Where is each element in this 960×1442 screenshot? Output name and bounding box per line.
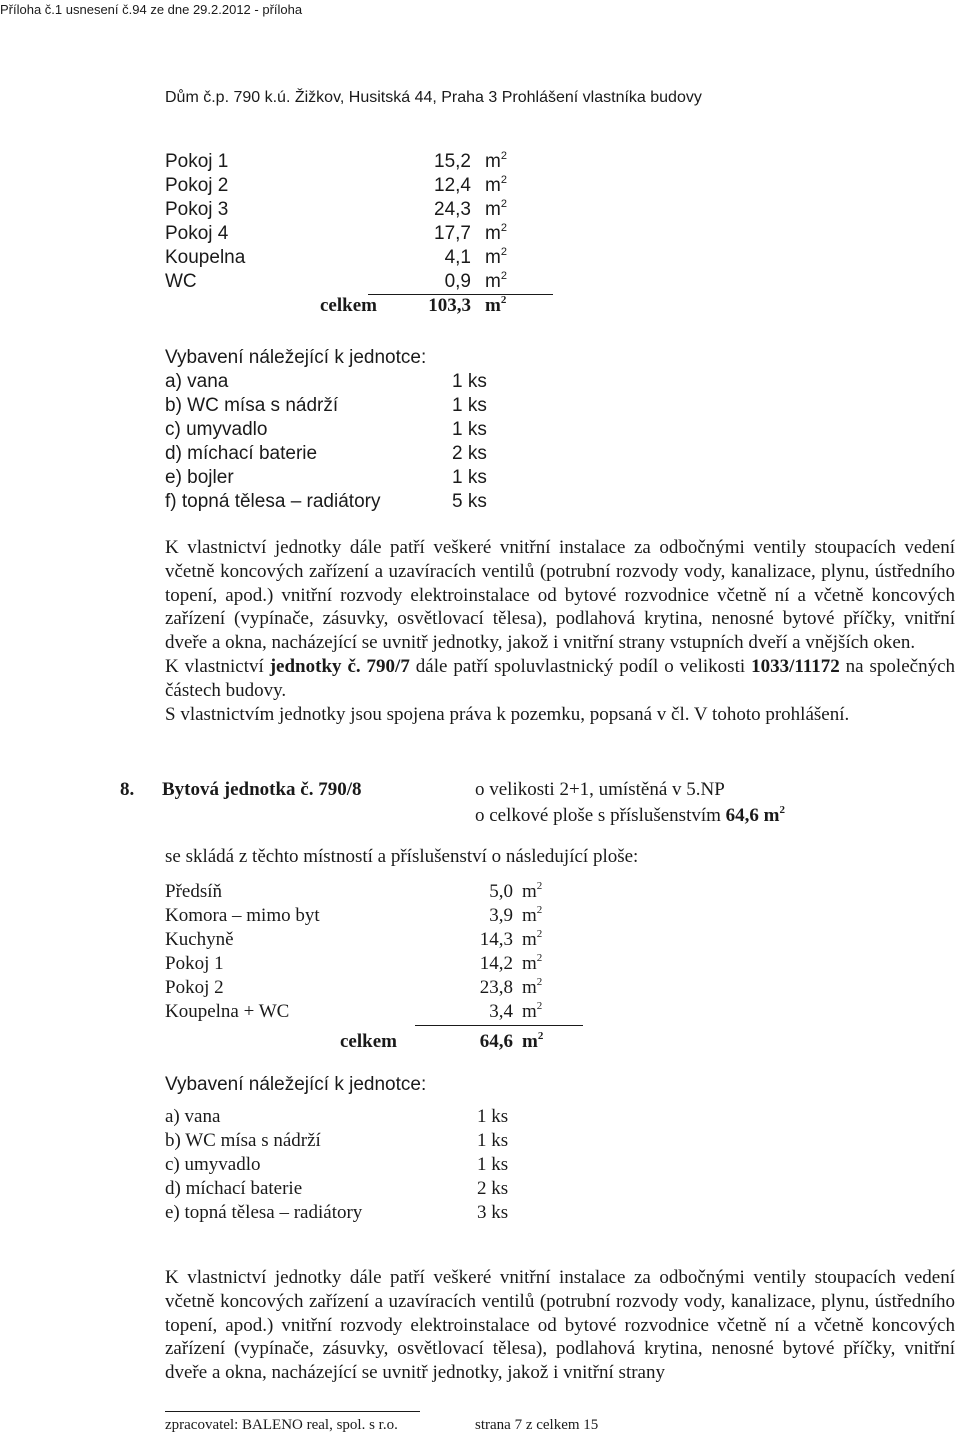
equipment-item — [165, 1129, 585, 1153]
room-unit: $m^2$ — [522, 880, 543, 902]
equipment-name: d) míchací baterie — [165, 1178, 303, 1199]
unit7-total-unit: m — [485, 295, 501, 316]
equipment-qty: 2 ks — [452, 443, 487, 464]
room-area: 3,4 — [489, 1001, 513, 1022]
room-area: 5,0 — [489, 881, 513, 902]
equipment-item — [165, 1177, 585, 1201]
unit8-ownership-text — [165, 1266, 955, 1385]
unit7-ownership-text — [165, 536, 955, 726]
unit8-equipment — [165, 1073, 585, 1225]
room-unit: $m^2$ — [522, 976, 543, 998]
room-unit: $m^2$ — [485, 222, 507, 244]
unit7-sum-rule — [368, 294, 553, 295]
unit8-heading — [120, 778, 960, 828]
equipment-name: e) topná tělesa – radiátory — [165, 1202, 363, 1223]
room-area: 0,9 — [444, 271, 471, 292]
unit8-area-value: 64,6 m — [725, 805, 780, 826]
equipment-qty: 1 ks — [452, 419, 487, 440]
room-row — [165, 198, 565, 222]
unit7-total-value: 103,3 — [428, 295, 471, 316]
room-area: 17,7 — [434, 223, 471, 244]
room-name: Pokoj 2 — [165, 977, 224, 998]
equipment-item — [165, 1153, 585, 1177]
equipment-qty: 3 ks — [477, 1202, 509, 1223]
room-area: 3,9 — [489, 905, 513, 926]
unit7-ownership-paragraph: K vlastnictví jednotky dále patří veškeré vnitřní instalace za odbočnými ventily stoupacích vedení včetně koncových zařízení a uzavíracích ventilů (potrubní rozvody vody, kanalizace, plynu, ústředního topení, apod.) vnitřní rozvody elektroinstalace od bytové rozvodnice včetně ní a včetně koncových zařízení (vypínače, zásuvky, osvětlovací tělesa), podlahová krytina, nenosné bytové příčky, vnitřní dveře a okna, nacházející se uvnitř jednotky, jakož i vnitřní strany vstupních dveří a vnějších oken. — [165, 537, 955, 654]
room-area: 23,8 — [479, 977, 513, 998]
unit8-rooms-intro: se skládá z těchto místností a příslušenství o následující ploše: — [165, 846, 639, 867]
room-name: Pokoj 3 — [165, 199, 229, 220]
unit8-title: Bytová jednotka č. 790/8 — [162, 779, 362, 800]
unit8-ownership-paragraph: K vlastnictví jednotky dále patří veškeré vnitřní instalace za odbočnými ventily stoupacích vedení včetně koncových zařízení a uzavíracích ventilů (potrubní rozvody vody, kanalizace, plynu, ústředního topení, apod.) vnitřní rozvody elektroinstalace od bytové rozvodnice včetně ní a včetně koncových zařízení (vypínače, zásuvky, osvětlovací tělesa), podlahová krytina, nenosné bytové příčky, vnitřní dveře a okna, nacházející se uvnitř jednotky, jakož i vnitřní strany — [165, 1267, 955, 1384]
room-name: Pokoj 1 — [165, 953, 224, 974]
attachment-note: Příloha č.1 usnesení č.94 ze dne 29.2.2012 - příloha — [0, 2, 303, 17]
room-name: Komora – mimo byt — [165, 905, 320, 926]
room-unit: $m^2$ — [485, 198, 507, 220]
unit7-coownership-paragraph: K vlastnictví jednotky č. 790/7 dále patří spoluvlastnický podíl o velikosti 1033/11172 na společných částech budovy. — [165, 655, 956, 701]
room-area: 15,2 — [434, 151, 471, 172]
room-row — [165, 880, 585, 904]
room-area: 12,4 — [434, 175, 471, 196]
equipment-qty: 1 ks — [477, 1130, 509, 1151]
equipment-name: e) bojler — [165, 467, 234, 488]
equipment-item — [165, 418, 565, 442]
page-header: Dům č.p. 790 k.ú. Žižkov, Husitská 44, Praha 3 Prohlášení vlastníka budovy — [165, 89, 702, 106]
room-unit: $m^2$ — [522, 1000, 543, 1022]
unit8-area-line: o celkové ploše s příslušenstvím 64,6 $m^2$ — [475, 804, 785, 826]
footer-page-number: strana 7 z celkem 15 — [475, 1417, 599, 1433]
equipment-item — [165, 1105, 585, 1129]
room-name: Předsíň — [165, 881, 222, 902]
equipment-item — [165, 370, 565, 394]
room-name: Pokoj 1 — [165, 151, 229, 172]
unit8-equipment-title: Vybavení náležející k jednotce: — [165, 1074, 427, 1095]
unit8-size-line: o velikosti 2+1, umístěná v 5.NP — [475, 779, 725, 800]
room-name: Kuchyně — [165, 929, 234, 950]
room-area: 14,2 — [479, 953, 513, 974]
room-name: Pokoj 2 — [165, 175, 229, 196]
equipment-item — [165, 394, 565, 418]
room-name: Pokoj 4 — [165, 223, 229, 244]
unit7-total-label: celkem — [320, 295, 377, 316]
room-name: Koupelna — [165, 247, 246, 268]
unit8-total-label: celkem — [340, 1031, 397, 1052]
equipment-qty: 2 ks — [477, 1178, 509, 1199]
room-area: 14,3 — [479, 929, 513, 950]
unit7-land-rights: S vlastnictvím jednotky jsou spojena práva k pozemku, popsaná v čl. V tohoto prohlášení. — [165, 703, 850, 725]
equipment-item — [165, 490, 565, 514]
unit8-total-unit: m — [522, 1031, 538, 1052]
footer-author: zpracovatel: BALENO real, spol. s r.o. — [165, 1417, 398, 1433]
unit8-total-exp: 2 — [537, 1030, 544, 1042]
unit8-total-row — [165, 1030, 585, 1054]
room-name: Koupelna + WC — [165, 1001, 290, 1022]
unit7-total-row — [165, 294, 565, 318]
equipment-qty: 1 ks — [452, 371, 487, 392]
room-unit: $m^2$ — [522, 952, 543, 974]
room-unit: $m^2$ — [522, 928, 543, 950]
room-unit: $m^2$ — [485, 174, 507, 196]
equipment-item — [165, 466, 565, 490]
room-unit: $m^2$ — [485, 246, 507, 268]
equipment-name: b) WC mísa s nádrží — [165, 395, 339, 416]
room-name: WC — [165, 271, 197, 292]
room-area: 24,3 — [434, 199, 471, 220]
unit8-room-table — [165, 880, 585, 1054]
room-row — [165, 246, 565, 270]
footer-rule — [165, 1411, 420, 1412]
equipment-qty: 1 ks — [477, 1106, 509, 1127]
unit8-sum-rule — [415, 1025, 583, 1026]
equipment-qty: 1 ks — [452, 395, 487, 416]
unit7-room-table — [165, 150, 565, 318]
equipment-qty: 5 ks — [452, 491, 487, 512]
equipment-name: c) umyvadlo — [165, 1154, 261, 1175]
unit7-coownership-share: 1033/11172 — [751, 655, 840, 677]
room-row — [165, 270, 565, 294]
room-area: 4,1 — [444, 247, 471, 268]
equipment-name: a) vana — [165, 371, 229, 392]
room-row — [165, 928, 585, 952]
room-row — [165, 976, 585, 1000]
room-row — [165, 150, 565, 174]
equipment-name: c) umyvadlo — [165, 419, 268, 440]
room-row — [165, 904, 585, 928]
unit7-coownership-unit: jednotky č. 790/7 — [269, 655, 410, 677]
room-unit: $m^2$ — [522, 904, 543, 926]
equipment-name: b) WC mísa s nádrží — [165, 1130, 321, 1151]
unit7-equipment-title: Vybavení náležející k jednotce: — [165, 347, 427, 368]
equipment-name: f) topná tělesa – radiátory — [165, 491, 381, 512]
equipment-name: a) vana — [165, 1106, 221, 1127]
unit8-total-value: 64,6 — [479, 1031, 513, 1052]
equipment-item — [165, 442, 565, 466]
equipment-item — [165, 1201, 585, 1225]
room-unit: $m^2$ — [485, 270, 507, 292]
room-row — [165, 1000, 585, 1024]
equipment-name: d) míchací baterie — [165, 443, 318, 464]
equipment-qty: 1 ks — [452, 467, 487, 488]
room-row — [165, 222, 565, 246]
unit7-equipment — [165, 346, 565, 514]
unit8-number: 8. — [120, 779, 135, 800]
unit7-total-exp: 2 — [500, 294, 507, 306]
equipment-qty: 1 ks — [477, 1154, 509, 1175]
room-unit: $m^2$ — [485, 150, 507, 172]
room-row — [165, 952, 585, 976]
room-row — [165, 174, 565, 198]
